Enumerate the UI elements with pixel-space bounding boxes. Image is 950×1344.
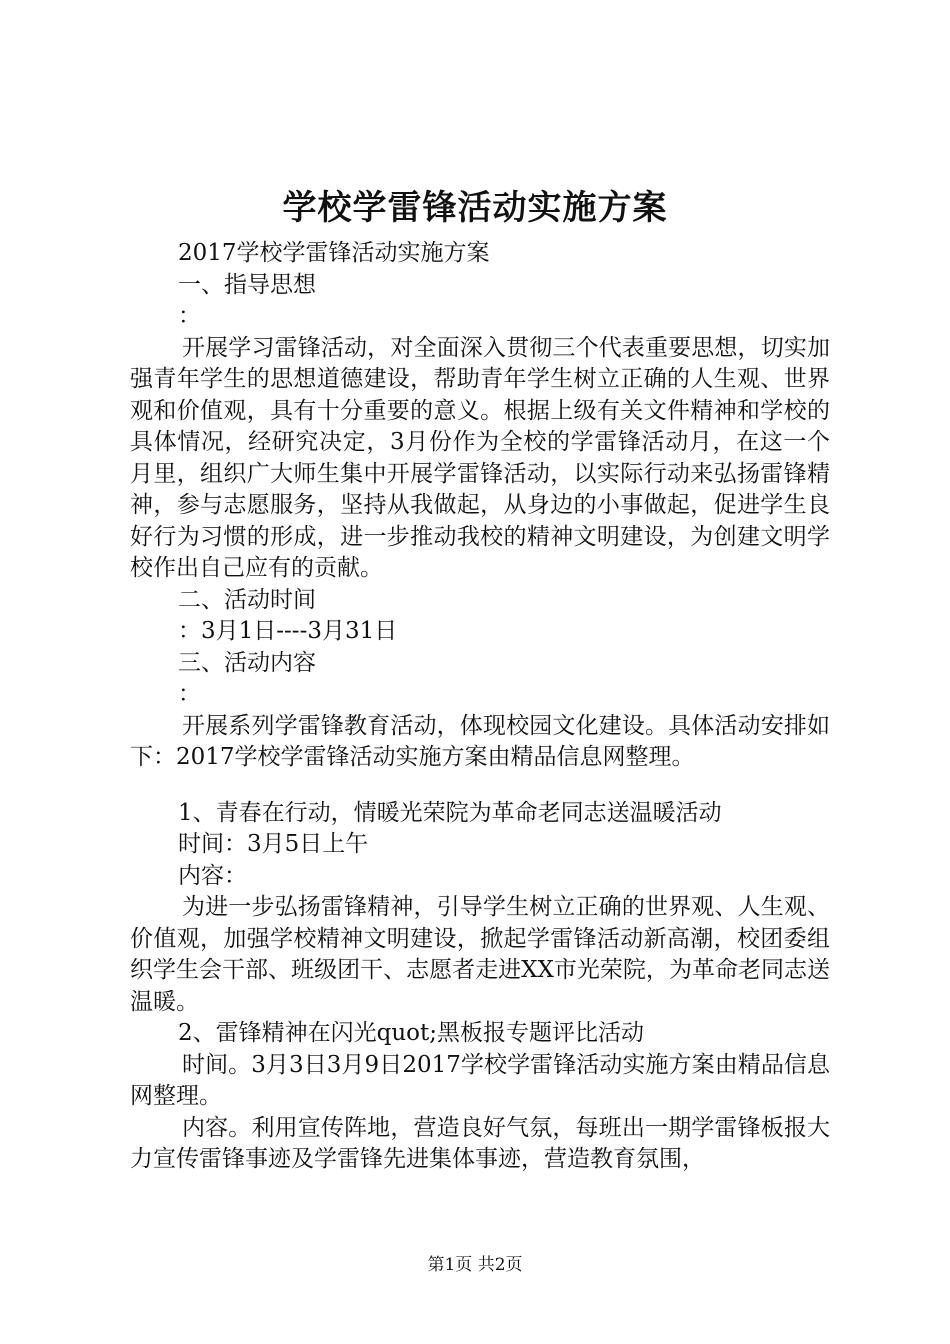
activity-item-2-title: 2、雷锋精神在闪光quot;黑板报专题评比活动 [178,1020,645,1046]
activity-item-1-time: 时间：3月5日上午 [178,831,369,857]
colon-line: ： [178,303,201,329]
paragraph-activity-overview: 开展系列学雷锋教育活动，体现校园文化建设。具体活动安排如下：2017学校学雷锋活动实施方案由精品信息网整理。 [130,712,830,770]
page-number-footer: 第1页 共2页 [427,1255,523,1275]
activity-time-range: ：3月1日----3月31日 [178,618,398,644]
colon-line: ： [178,681,201,707]
document-title: 学校学雷锋活动实施方案 [282,188,668,228]
section-heading-activity-content: 三、活动内容 [178,649,316,676]
blank-gap [130,774,830,798]
activity-item-2-time: 时间。3月3日3月9日2017学校学雷锋活动实施方案由精品信息网整理。 [130,1051,830,1109]
document-body [130,238,830,1176]
subtitle-line: 2017学校学雷锋活动实施方案 [178,240,490,266]
section-heading-activity-time: 二、活动时间 [178,586,316,613]
activity-item-1-title: 1、青春在行动，情暖光荣院为革命老同志送温暖活动 [178,799,722,826]
section-heading-guiding-thought: 一、指导思想 [178,271,316,298]
activity-item-1-content: 为进一步弘扬雷锋精神，引导学生树立正确的世界观、人生观、价值观，加强学校精神文明建设，掀起学雷锋活动新高潮，校团委组织学生会干部、班级团干、志愿者走进XX市光荣院，为革命老同志送温暖。 [130,894,830,1015]
paragraph-guiding-thought: 开展学习雷锋活动，对全面深入贯彻三个代表重要思想，切实加强青年学生的思想道德建设，帮助青年学生树立正确的人生观、世界观和价值观，具有十分重要的意义。根据上级有关文件精神和学校的具体情况，经研究决定，3月份作为全校的学雷锋活动月，在这一个月里，组织广大师生集中开展学雷锋活动，以实际行动来弘扬雷锋精神，参与志愿服务，坚持从我做起，从身边的小事做起，促进学生良好行为习惯的形成，进一步推动我校的精神文明建设，为创建文明学校作出自己应有的贡献。 [130,334,830,581]
activity-item-1-content-label: 内容： [178,862,247,889]
activity-item-2-content: 内容。利用宣传阵地，营造良好气氛，每班出一期学雷锋板报大力宣传雷锋事迹及学雷锋先进集体事迹，营造教育氛围， [130,1114,830,1172]
